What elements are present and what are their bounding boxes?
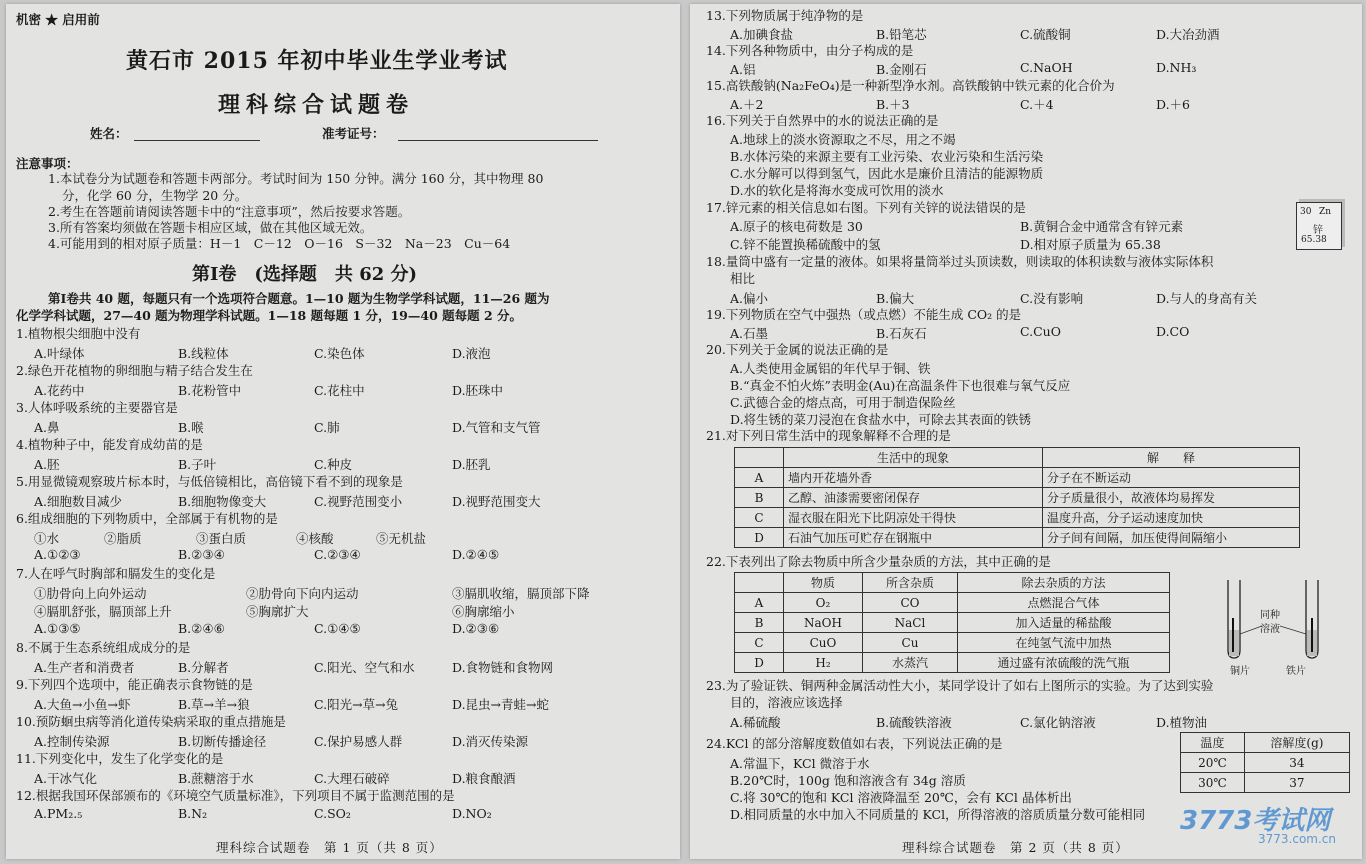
table-header-row xyxy=(735,448,1300,468)
note-line: 3.所有答案均须做在答题卡相应区域，做在其他区域无效。 xyxy=(48,220,373,235)
table-header xyxy=(735,573,784,593)
option-d[interactable]: D.NO₂ xyxy=(452,806,492,821)
question-stem-continued: 相比 xyxy=(730,271,756,286)
note-line: 1.本试卷分为试题卷和答题卡两部分。考试时间为 150 分钟。满分 160 分，其中物理 80 xyxy=(48,171,544,186)
table-cell: 通过盛有浓硫酸的洗气瓶 xyxy=(958,653,1170,673)
table-cell: C xyxy=(735,633,784,653)
note-line: 2.考生在答题前请阅读答题卡中的“注意事项”，然后按要求答题。 xyxy=(48,204,411,219)
table-cell: 点燃混合气体 xyxy=(958,593,1170,613)
question-stem: 6.组成细胞的下列物质中，全部属于有机物的是 xyxy=(16,511,278,526)
option-b[interactable]: B.石灰石 xyxy=(876,326,927,341)
notes-title: 注意事项： xyxy=(16,156,79,171)
question-stem: 14.下列各种物质中，由分子构成的是 xyxy=(706,43,914,58)
option-a[interactable]: A.鼻 xyxy=(34,420,60,435)
table-header: 所含杂质 xyxy=(863,573,958,593)
table-header: 除去杂质的方法 xyxy=(958,573,1170,593)
option-d[interactable]: D.胚珠中 xyxy=(452,383,504,398)
option-b[interactable]: B.蔗糖溶于水 xyxy=(178,771,254,786)
option-c[interactable]: C.染色体 xyxy=(314,346,365,361)
option-b[interactable]: B.草→羊→狼 xyxy=(178,697,250,712)
question-stem: 2.绿色开花植物的卵细胞与精子结合发生在 xyxy=(16,363,253,378)
table-row xyxy=(735,528,1300,548)
table-row xyxy=(735,593,1170,613)
option-a[interactable]: A.大鱼→小鱼→虾 xyxy=(34,697,131,712)
option-c[interactable]: C.②③④ xyxy=(314,547,361,562)
option-b[interactable]: B.金刚石 xyxy=(876,62,927,77)
option-d[interactable]: D.CO xyxy=(1156,324,1190,339)
question-stem: 15.高铁酸钠(Na₂FeO₄)是一种新型净水剂。高铁酸钠中铁元素的化合价为 xyxy=(706,78,1115,93)
table-cell: 34 xyxy=(1244,753,1349,773)
option-a[interactable]: A.叶绿体 xyxy=(34,346,85,361)
option-a[interactable]: A.①③⑤ xyxy=(34,621,81,636)
question-stem: 24.KCl 的部分溶解度数值如右表，下列说法正确的是 xyxy=(706,736,1003,751)
question-stem: 9.下列四个选项中，能正确表示食物链的是 xyxy=(16,677,253,692)
table-cell: 37 xyxy=(1244,773,1349,793)
option-c[interactable]: C.保护易感人群 xyxy=(314,734,403,749)
table-header: 解 释 xyxy=(1043,448,1300,468)
option-b[interactable]: B.20℃时，100g 饱和溶液含有 34g 溶质 xyxy=(730,773,966,788)
option-c[interactable]: C.没有影响 xyxy=(1020,291,1084,306)
question-stem: 22.下表列出了除去物质中所含少量杂质的方法，其中正确的是 xyxy=(706,554,1051,569)
section-heading: 第Ⅰ卷 (选择题 共 62 分) xyxy=(192,264,418,285)
option-d[interactable]: D.与人的身高有关 xyxy=(1156,291,1258,306)
test-tubes-illustration xyxy=(1210,572,1350,676)
table-cell: NaOH xyxy=(784,613,863,633)
option-c[interactable]: C.种皮 xyxy=(314,457,353,472)
option-c[interactable]: C.阳光、空气和水 xyxy=(314,660,415,675)
option-b[interactable]: B.铅笔芯 xyxy=(876,27,927,42)
option-b[interactable]: B.硫酸铁溶液 xyxy=(876,715,952,730)
question-stem: 3.人体呼吸系统的主要器官是 xyxy=(16,400,178,415)
statement-item: ①水 xyxy=(34,531,60,546)
name-field-line xyxy=(134,140,260,141)
option-c[interactable]: C.肺 xyxy=(314,420,340,435)
option-b[interactable]: B.切断传播途径 xyxy=(178,734,267,749)
option-b[interactable]: B.＋3 xyxy=(876,97,910,112)
option-d[interactable]: D.将生锈的菜刀浸泡在食盐水中，可除去其表面的铁锈 xyxy=(730,412,1032,427)
option-a[interactable]: A.花药中 xyxy=(34,383,85,398)
atomic-mass: 65.38 xyxy=(1301,235,1327,245)
option-a[interactable]: A.铝 xyxy=(730,62,756,77)
question-stem: 23.为了验证铁、铜两种金属活动性大小，某同学设计了如右上图所示的实验。为了达到实验 xyxy=(706,678,1214,693)
question-stem: 20.下列关于金属的说法正确的是 xyxy=(706,342,889,357)
question-stem: 13.下列物质属于纯净物的是 xyxy=(706,8,864,23)
table-header-row xyxy=(1181,733,1350,753)
element-symbol: Zn xyxy=(1319,207,1332,217)
option-d[interactable]: D.＋6 xyxy=(1156,97,1191,112)
statement-item: ①肋骨向上向外运动 xyxy=(34,586,147,601)
table-cell: Cu xyxy=(863,633,958,653)
option-b[interactable]: B.子叶 xyxy=(178,457,217,472)
table-cell: 湿衣服在阳光下比阴凉处干得快 xyxy=(784,508,1043,528)
question-stem: 12.根据我国环保部颁布的《环境空气质量标准》，下列项目不属于监测范围的是 xyxy=(16,788,455,803)
table-cell: 石油气加压可贮存在钢瓶中 xyxy=(784,528,1043,548)
site-watermark: 3773考试网 xyxy=(1180,806,1331,836)
option-a[interactable]: A.干冰气化 xyxy=(34,771,98,786)
option-a[interactable]: A.①②③ xyxy=(34,547,81,562)
question-stem: 21.对下列日常生活中的现象解释不合理的是 xyxy=(706,428,951,443)
option-d[interactable]: D.粮食酿酒 xyxy=(452,771,516,786)
option-d[interactable]: D.视野范围变大 xyxy=(452,494,541,509)
option-d[interactable]: D.胚乳 xyxy=(452,457,491,472)
option-a[interactable]: A.石墨 xyxy=(730,326,769,341)
option-a[interactable]: A.加碘食盐 xyxy=(730,27,794,42)
q21-table xyxy=(734,447,1300,548)
option-d[interactable]: D.昆虫→青蛙→蛇 xyxy=(452,697,549,712)
option-b[interactable]: B.线粒体 xyxy=(178,346,229,361)
question-stem: 1.植物根尖细胞中没有 xyxy=(16,326,141,341)
option-d[interactable]: D.大冶劲酒 xyxy=(1156,27,1220,42)
option-c[interactable]: C.CuO xyxy=(1020,324,1061,339)
option-a[interactable]: A.细胞数目减少 xyxy=(34,494,123,509)
option-c[interactable]: C.NaOH xyxy=(1020,60,1073,75)
statement-item: ⑥胸廓缩小 xyxy=(452,604,515,619)
table-cell: 20℃ xyxy=(1181,753,1245,773)
table-cell: 分子质量很小，故液体均易挥发 xyxy=(1043,488,1300,508)
option-c[interactable]: C.阳光→草→兔 xyxy=(314,697,399,712)
statement-item: ⑤无机盐 xyxy=(376,531,427,546)
note-line: 4.可能用到的相对原子质量：H－1 C－12 O－16 S－32 Na－23 Cu－64 xyxy=(48,236,511,251)
option-b[interactable]: B.N₂ xyxy=(178,806,208,821)
table-header xyxy=(735,448,784,468)
zinc-element-card xyxy=(1296,202,1342,250)
table-header-row xyxy=(735,573,1170,593)
option-c[interactable]: C.大理石破碎 xyxy=(314,771,390,786)
option-d[interactable]: D.水的软化是将海水变成可饮用的淡水 xyxy=(730,183,944,198)
option-d[interactable]: D.②④⑤ xyxy=(452,547,500,562)
question-stem: 5.用显微镜观察玻片标本时，与低倍镜相比，高倍镜下看不到的现象是 xyxy=(16,474,403,489)
table-header: 生活中的现象 xyxy=(784,448,1043,468)
table-cell: CuO xyxy=(784,633,863,653)
option-c[interactable]: C.①④⑤ xyxy=(314,621,361,636)
option-d[interactable]: D.NH₃ xyxy=(1156,60,1197,75)
figure-label: 同种 xyxy=(1260,610,1280,621)
option-b[interactable]: B.水体污染的来源主要有工业污染、农业污染和生活污染 xyxy=(730,149,1044,164)
table-cell: 乙醇、油漆需要密闭保存 xyxy=(784,488,1043,508)
option-a[interactable]: A.PM₂.₅ xyxy=(34,806,83,821)
option-c[interactable]: C.锌不能置换稀硫酸中的氢 xyxy=(730,237,881,252)
option-c[interactable]: C.花柱中 xyxy=(314,383,365,398)
exam-page-2 xyxy=(690,4,1362,859)
option-c[interactable]: C.水分解可以得到氢气，因此水是廉价且清洁的能源物质 xyxy=(730,166,1044,181)
note-line: 分，化学 60 分，生物学 20 分。 xyxy=(62,188,248,203)
question-stem: 19.下列物质在空气中强热（或点燃）不能生成 CO₂ 的是 xyxy=(706,307,1022,322)
table-header: 溶解度(g) xyxy=(1244,733,1349,753)
option-c[interactable]: C.将 30℃的饱和 KCl 溶液降温至 20℃，会有 KCl 晶体析出 xyxy=(730,790,1072,805)
table-cell: 30℃ xyxy=(1181,773,1245,793)
page-footer: 理科综合试题卷 第 1 页（共 8 页） xyxy=(216,840,443,855)
question-stem: 17.锌元素的相关信息如右图。下列有关锌的说法错误的是 xyxy=(706,200,1026,215)
option-c[interactable]: C.SO₂ xyxy=(314,806,351,821)
statement-item: ②肋骨向下向内运动 xyxy=(246,586,359,601)
figure-label: 溶液 xyxy=(1260,624,1280,635)
exam-title: 黄石市 2015 年初中毕业生学业考试 xyxy=(126,48,508,74)
statement-item: ②脂质 xyxy=(104,531,142,546)
option-a[interactable]: A.偏小 xyxy=(730,291,769,306)
statement-item: ③蛋白质 xyxy=(196,531,247,546)
option-b[interactable]: B.喉 xyxy=(178,420,204,435)
table-cell: 墙内开花墙外香 xyxy=(784,468,1043,488)
page-footer: 理科综合试题卷 第 2 页（共 8 页） xyxy=(902,840,1129,855)
table-cell: B xyxy=(735,613,784,633)
option-a[interactable]: A.＋2 xyxy=(730,97,764,112)
table-header: 温度 xyxy=(1181,733,1245,753)
site-watermark-url: 3773.com.cn xyxy=(1258,832,1336,846)
option-d[interactable]: D.气管和支气管 xyxy=(452,420,541,435)
option-c[interactable]: C.硫酸铜 xyxy=(1020,27,1071,42)
table-cell: 分子在不断运动 xyxy=(1043,468,1300,488)
question-stem: 10.预防蛔虫病等消化道传染病采取的重点措施是 xyxy=(16,714,286,729)
exam-id-label: 准考证号： xyxy=(322,126,385,141)
atomic-number: 30 xyxy=(1300,207,1312,217)
table-cell: 在纯氢气流中加热 xyxy=(958,633,1170,653)
table-cell: 温度升高，分子运动速度加快 xyxy=(1043,508,1300,528)
question-stem: 16.下列关于自然界中的水的说法正确的是 xyxy=(706,113,939,128)
table-cell: D xyxy=(735,528,784,548)
option-a[interactable]: A.控制传染源 xyxy=(34,734,110,749)
figure-label: 铁片 xyxy=(1286,666,1306,677)
table-row xyxy=(735,468,1300,488)
option-d[interactable]: D.相同质量的水中加入不同质量的 KCl，所得溶液的溶质质量分数可能相同 xyxy=(730,807,1146,822)
option-b[interactable]: B.②④⑥ xyxy=(178,621,225,636)
option-c[interactable]: C.武德合金的熔点高，可用于制造保险丝 xyxy=(730,395,956,410)
test-tube-figure xyxy=(1210,572,1350,676)
table-row xyxy=(1181,753,1350,773)
table-row xyxy=(735,653,1170,673)
option-b[interactable]: B.②③④ xyxy=(178,547,225,562)
option-b[interactable]: B.偏大 xyxy=(876,291,915,306)
option-a[interactable]: A.胚 xyxy=(34,457,60,472)
question-stem: 8.不属于生态系统组成成分的是 xyxy=(16,640,191,655)
option-d[interactable]: D.相对原子质量为 65.38 xyxy=(1020,237,1161,252)
table-cell: A xyxy=(735,593,784,613)
table-cell: B xyxy=(735,488,784,508)
option-d[interactable]: D.食物链和食物网 xyxy=(452,660,554,675)
option-b[interactable]: B.分解者 xyxy=(178,660,229,675)
statement-item: ④核酸 xyxy=(296,531,334,546)
table-cell: A xyxy=(735,468,784,488)
q22-table xyxy=(734,572,1170,673)
statement-item: ⑤胸廓扩大 xyxy=(246,604,309,619)
question-stem: 7.人在呼气时胸部和膈发生的变化是 xyxy=(16,566,216,581)
table-cell: NaCl xyxy=(863,613,958,633)
option-d[interactable]: D.②③⑥ xyxy=(452,621,500,636)
table-cell: D xyxy=(735,653,784,673)
secret-label: 机密 ★ 启用前 xyxy=(16,12,100,27)
table-row xyxy=(1181,773,1350,793)
option-a[interactable]: A.常温下，KCl 微溶于水 xyxy=(730,756,870,771)
figure-label: 铜片 xyxy=(1230,666,1250,677)
option-b[interactable]: B.黄铜合金中通常含有锌元素 xyxy=(1020,219,1184,234)
option-a[interactable]: A.生产者和消费者 xyxy=(34,660,135,675)
exam-id-field-line xyxy=(398,140,598,141)
question-stem: 18.量筒中盛有一定量的液体。如果将量筒举过头顶读数，则读取的体积读数与液体实际体积 xyxy=(706,254,1214,269)
table-row xyxy=(735,488,1300,508)
table-cell: O₂ xyxy=(784,593,863,613)
option-b[interactable]: B.“真金不怕火炼”表明金(Au)在高温条件下也很难与氧气反应 xyxy=(730,378,1071,393)
option-b[interactable]: B.细胞物像变大 xyxy=(178,494,267,509)
exam-page-1 xyxy=(6,4,680,859)
table-cell: CO xyxy=(863,593,958,613)
table-cell: 加入适量的稀盐酸 xyxy=(958,613,1170,633)
exam-subtitle: 理科综合试题卷 xyxy=(218,92,415,118)
table-row xyxy=(735,633,1170,653)
option-a[interactable]: A.稀硫酸 xyxy=(730,715,781,730)
table-row xyxy=(735,613,1170,633)
option-d[interactable]: D.液泡 xyxy=(452,346,491,361)
kcl-solubility-table xyxy=(1180,732,1350,793)
option-a[interactable]: A.人类使用金属铝的年代早于铜、铁 xyxy=(730,361,931,376)
table-cell: 水蒸汽 xyxy=(863,653,958,673)
option-c[interactable]: C.视野范围变小 xyxy=(314,494,403,509)
table-header: 物质 xyxy=(784,573,863,593)
table-cell: C xyxy=(735,508,784,528)
option-b[interactable]: B.花粉管中 xyxy=(178,383,242,398)
table-cell: H₂ xyxy=(784,653,863,673)
statement-item: ③膈肌收缩，膈顶部下降 xyxy=(452,586,590,601)
table-cell: 分子间有间隔，加压使得间隔缩小 xyxy=(1043,528,1300,548)
option-a[interactable]: A.地球上的淡水资源取之不尽，用之不竭 xyxy=(730,132,956,147)
question-stem-continued: 目的，溶液应该选择 xyxy=(730,695,843,710)
name-label: 姓名： xyxy=(90,126,128,141)
option-c[interactable]: C.＋4 xyxy=(1020,97,1054,112)
statement-item: ④膈肌舒张，膈顶部上升 xyxy=(34,604,172,619)
section-intro: 化学学科试题，27—40 题为物理学科试题。1—18 题每题 1 分，19—40 题每题 2 分。 xyxy=(16,308,523,323)
section-intro: 第Ⅰ卷共 40 题，每题只有一个选项符合题意。1—10 题为生物学学科试题，11—26 题为 xyxy=(48,291,550,306)
option-d[interactable]: D.消灭传染源 xyxy=(452,734,529,749)
question-stem: 4.植物种子中，能发育成幼苗的是 xyxy=(16,437,203,452)
element-name: 锌 xyxy=(1313,225,1323,236)
option-c[interactable]: C.氯化钠溶液 xyxy=(1020,715,1096,730)
question-stem: 11.下列变化中，发生了化学变化的是 xyxy=(16,751,224,766)
option-a[interactable]: A.原子的核电荷数是 30 xyxy=(730,219,863,234)
option-d[interactable]: D.植物油 xyxy=(1156,715,1208,730)
table-row xyxy=(735,508,1300,528)
